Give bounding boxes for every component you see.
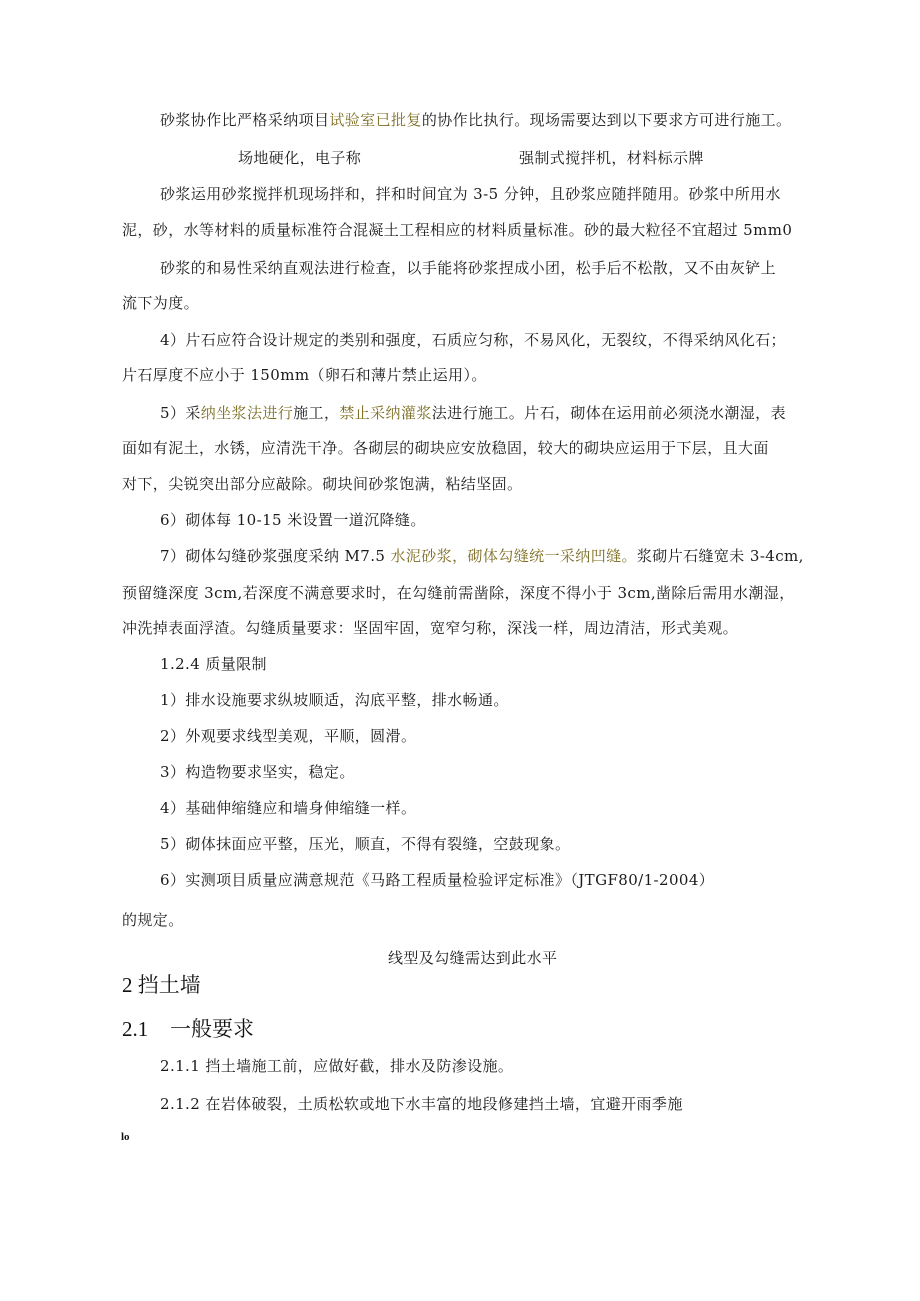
para-text: 施工，: [293, 404, 340, 422]
para-pointing-line1: [160, 546, 804, 566]
para-masonry-line2: 面如有泥土，水锈，应清洗干净。各砌层的砌块应安放稳固，较大的砌块应运用于下层，且大面: [122, 439, 769, 457]
para-masonry-line3: 对下，尖锐突出部分应敲除。砌块间砂浆饱满，粘结坚固。: [122, 475, 523, 493]
subsection-label: 一般要求: [170, 1017, 254, 1041]
clause-2-1-2: 2.1.2 在岩体破裂，土质松软或地下水丰富的地段修建挡土墙，宜避开雨季施: [160, 1095, 683, 1113]
subsection-title: [122, 1016, 254, 1042]
para-text: 浆砌片石缝宽未 3-4cm,: [636, 547, 804, 565]
caption-left: 场地硬化，电子称: [238, 149, 362, 167]
list-item: 6）实测项目质量应满意规范《马路工程质量检验评定标准》（JTGF80/1-2004）: [160, 871, 715, 889]
para-mixing-line2: 泥，砂，水等材料的质量标准符合混凝土工程相应的材料质量标准。砂的最大粒径不宜超过 5mm0: [122, 221, 793, 239]
figure-caption: 线型及勾缝需达到此水平: [388, 949, 558, 967]
para-mixing-line1: 砂浆运用砂浆搅拌机现场拌和，拌和时间宜为 3-5 分钟，且砂浆应随拌随用。砂浆中所用水: [160, 185, 781, 203]
list-item: 2）外观要求线型美观，平顺，圆滑。: [160, 727, 417, 745]
highlight-text: 纳坐浆法进行: [200, 404, 294, 422]
para-pointing-line2: 预留缝深度 3cm,若深度不满意要求时，在勾缝前需凿除，深度不得小于 3cm,凿除后需用水潮湿，: [122, 584, 795, 602]
list-item: 1）排水设施要求纵坡顺适，沟底平整，排水畅通。: [160, 691, 509, 709]
list-item: 5）砌体抹面应平整，压光，顺直，不得有裂缝，空鼓现象。: [160, 835, 571, 853]
list-item: 3）构造物要求坚实，稳定。: [160, 763, 355, 781]
para-text: 法进行施工。片石，砌体在运用前必须浇水潮湿，表: [431, 404, 786, 422]
para-text: 的协作比执行。现场需要达到以下要求方可进行施工。: [421, 111, 792, 129]
para-stone-line1: 4）片石应符合设计规定的类别和强度，石质应匀称，不易风化，无裂纹，不得采纳风化石；: [160, 331, 786, 349]
para-stone-line2: 片石厚度不应小于 150mm（卵石和薄片禁止运用）。: [122, 366, 487, 384]
para-workability-line2: 流下为度。: [122, 294, 200, 312]
para-text: 7）砌体勾缝砂浆强度采纳 M7.5: [160, 547, 391, 565]
line-tail-mark: lo: [121, 1131, 130, 1143]
para-mortar-ratio: [160, 110, 791, 130]
quality-tail: 的规定。: [122, 911, 184, 929]
caption-right: 强制式搅拌机，材料标示牌: [519, 149, 704, 167]
quality-heading: 1.2.4 质量限制: [160, 655, 267, 673]
clause-2-1-1: 2.1.1 挡土墙施工前，应做好截，排水及防渗设施。: [160, 1057, 514, 1075]
list-item: 4）基础伸缩缝应和墙身伸缩缝一样。: [160, 799, 417, 817]
highlight-text: 禁止采纳灌浆: [339, 404, 432, 422]
para-pointing-line3: 冲洗掉表面浮渣。勾缝质量要求：坚固牢固，宽窄匀称，深浅一样，周边清洁，形式美观。: [122, 619, 739, 637]
highlight-text: 试验室已批复: [329, 111, 422, 129]
para-text: 5）采: [160, 404, 201, 422]
para-settlement-joint: 6）砌体每 10-15 米设置一道沉降缝。: [160, 511, 426, 529]
subsection-number: 2.1: [122, 1017, 149, 1041]
para-masonry-line1: [160, 403, 786, 423]
section-title: 2 挡土墙: [122, 973, 201, 997]
para-text: 砂浆协作比严格采纳项目: [160, 111, 330, 129]
highlight-text: 水泥砂浆，砌体勾缝统一采纳凹缝。: [390, 547, 637, 565]
para-workability-line1: 砂浆的和易性采纳直观法进行检查，以手能将砂浆捏成小团，松手后不松散，又不由灰铲上: [160, 259, 777, 277]
